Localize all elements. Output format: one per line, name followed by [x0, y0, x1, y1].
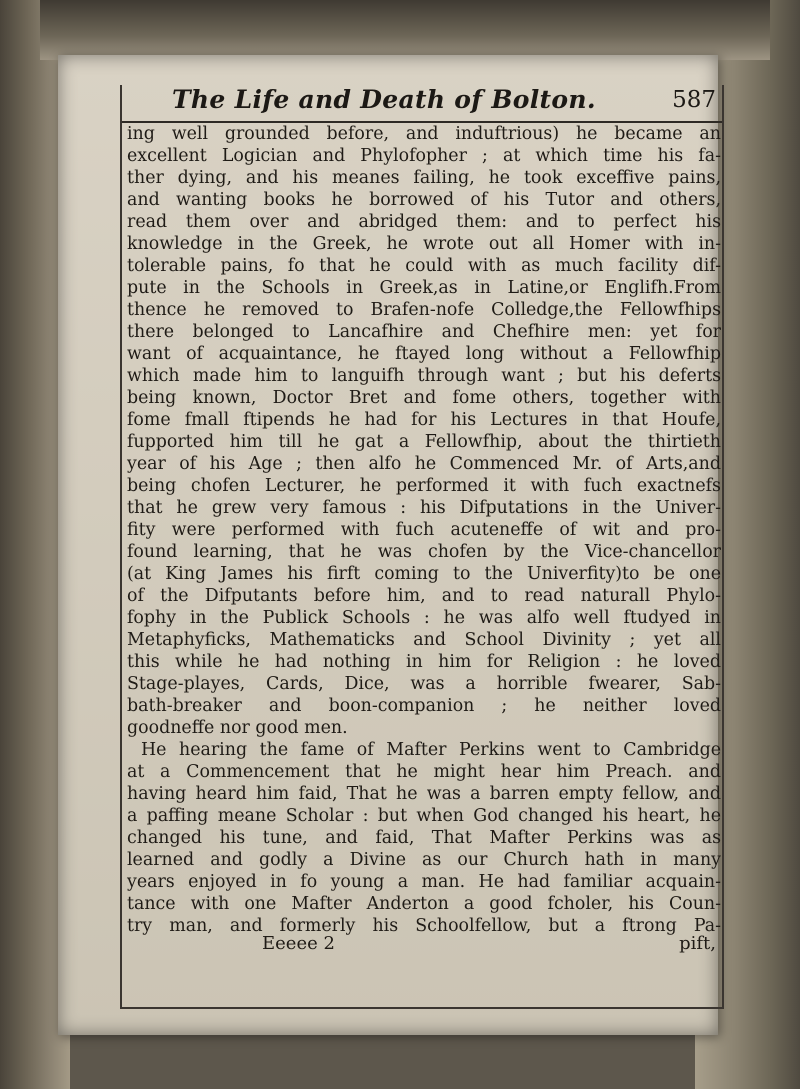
text-line: that he grew very famous : his Difputations in the Univer- — [127, 498, 721, 518]
text-line: excellent Logician and Phylofopher ; at which time his fa- — [127, 146, 721, 166]
text-line: found learning, that he was chofen by the Vice-chancellor — [127, 542, 721, 562]
text-line: at a Commencement that he might hear him Preach. and — [127, 762, 721, 782]
text-line: want of acquaintance, he ftayed long without a Fellowfhip — [127, 344, 721, 364]
text-line: which made him to languifh through want ; but his deferts — [127, 366, 721, 386]
text-line: fome fmall ftipends he had for his Lectures in that Houfe, — [127, 410, 721, 430]
text-line: being known, Doctor Bret and fome others, together with — [127, 388, 721, 408]
catchword: pift, — [679, 933, 716, 954]
book-page — [58, 55, 721, 1035]
running-title: The Life and Death of Bolton. — [172, 85, 596, 114]
text-line: (at King James his firft coming to the Univerfity)to be one — [127, 564, 721, 584]
text-line: having heard him faid, That he was a barren empty fellow, and — [127, 784, 721, 804]
text-line: learned and godly a Divine as our Church hath in many — [127, 850, 721, 870]
text-line: this while he had nothing in him for Religion : he loved — [127, 652, 721, 672]
text-line: years enjoyed in fo young a man. He had familiar acquain- — [127, 872, 721, 892]
text-line: and wanting books he borrowed of his Tutor and others, — [127, 190, 721, 210]
text-line: thence he removed to Brafen-nofe Colledge,the Fellowfhips — [127, 300, 721, 320]
text-line: fupported him till he gat a Fellowfhip, about the thirtieth — [127, 432, 721, 452]
running-header — [122, 85, 722, 123]
text-line: changed his tune, and faid, That Mafter Perkins was as — [127, 828, 721, 848]
text-line: tolerable pains, fo that he could with as much facility dif- — [127, 256, 721, 276]
book-top-pages — [40, 0, 770, 60]
text-line: there belonged to Lancafhire and Chefhire men: yet for — [127, 322, 721, 342]
text-line: fity were performed with fuch acuteneffe of wit and pro- — [127, 520, 721, 540]
text-line: ther dying, and his meanes failing, he took exceffive pains, — [127, 168, 721, 188]
body-text — [127, 123, 721, 937]
text-line: ing well grounded before, and induftrious) he became an — [127, 124, 721, 144]
text-line: bath-breaker and boon-companion ; he neither loved — [127, 696, 721, 716]
text-line: tance with one Mafter Anderton a good fcholer, his Coun- — [127, 894, 721, 914]
page-number: 587 — [672, 87, 716, 113]
text-line: He hearing the fame of Mafter Perkins went to Cambridge — [141, 740, 721, 760]
text-line: Stage-playes, Cards, Dice, was a horrible fwearer, Sab- — [127, 674, 721, 694]
text-line: try man, and formerly his Schoolfellow, but a ftrong Pa- — [127, 916, 721, 936]
text-frame — [120, 85, 724, 1009]
text-line: a paffing meane Scholar : but when God changed his heart, he — [127, 806, 721, 826]
text-line: year of his Age ; then alfo he Commenced Mr. of Arts,and — [127, 454, 721, 474]
text-line: read them over and abridged them: and to perfect his — [127, 212, 721, 232]
page-footer — [122, 933, 722, 957]
text-line: knowledge in the Greek, he wrote out all Homer with in- — [127, 234, 721, 254]
text-line: of the Difputants before him, and to read naturall Phylo- — [127, 586, 721, 606]
text-line: goodneffe nor good men. — [127, 718, 348, 738]
text-line: fophy in the Publick Schools : he was alfo well ftudyed in — [127, 608, 721, 628]
text-line: Metaphyficks, Mathematicks and School Divinity ; yet all — [127, 630, 721, 650]
text-line: being chofen Lecturer, he performed it with fuch exactnefs — [127, 476, 721, 496]
signature-mark: Eeeee 2 — [262, 933, 335, 954]
text-line: pute in the Schools in Greek,as in Latine,or Englifh.From — [127, 278, 721, 298]
